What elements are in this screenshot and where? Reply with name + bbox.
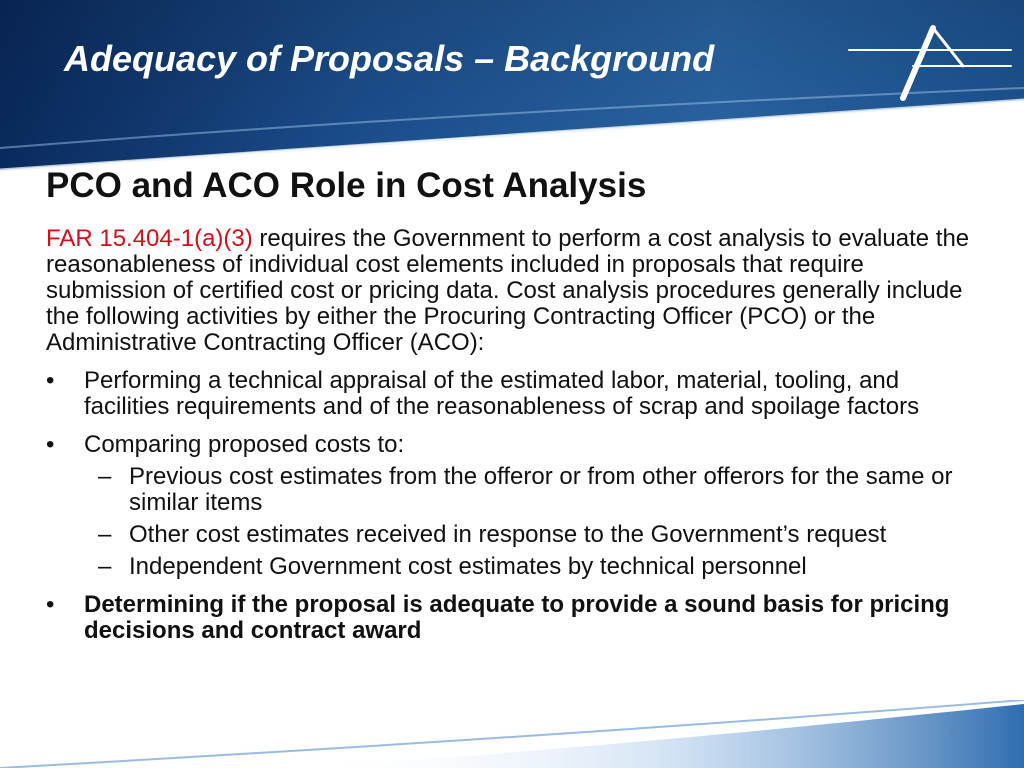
sub-list-item [84, 464, 976, 516]
slide-title: Adequacy of Proposals – Background [64, 38, 715, 79]
bullet-list [46, 368, 976, 644]
list-item [46, 368, 976, 420]
sub-bullet-text: Other cost estimates received in response to the Government’s request [129, 521, 887, 548]
list-item [46, 592, 976, 644]
list-item [46, 432, 976, 580]
far-reference: FAR 15.404-1(a)(3) [46, 225, 253, 252]
section-heading: PCO and ACO Role in Cost Analysis [46, 166, 647, 205]
star-logo-icon [845, 22, 1015, 102]
sub-list-item [84, 522, 976, 548]
intro-text: requires the Government to perform a cost analysis to evaluate the reasonableness of individual cost elements included in proposals that require submission of certified cost or pricing data. Cost analysis procedures generally include the following activities by either the Procuring Contracting Officer (PCO) or the Administrative Contracting Officer (ACO): [46, 225, 970, 356]
bullet-icon: • [46, 591, 55, 618]
bullet-text: Determining if the proposal is adequate to provide a sound basis for pricing decisions and contract award [84, 591, 950, 644]
sub-bullet-text: Previous cost estimates from the offeror or from other offerors for the same or similar items [129, 463, 953, 516]
sub-list-item [84, 554, 976, 580]
sub-bullet-list [84, 464, 976, 580]
footer-swoosh [0, 700, 1024, 768]
bullet-text: Performing a technical appraisal of the estimated labor, material, tooling, and facilities requirements and of the reasonableness of scrap and spoilage factors [84, 367, 920, 420]
dash-icon: – [98, 521, 112, 548]
sub-bullet-text: Independent Government cost estimates by technical personnel [129, 553, 807, 580]
bullet-icon: • [46, 367, 55, 394]
dash-icon: – [98, 463, 112, 490]
bullet-icon: • [46, 431, 55, 458]
intro-paragraph [46, 226, 976, 356]
slide-content [46, 166, 976, 644]
page-number: 6 [950, 724, 958, 740]
dash-icon: – [98, 553, 112, 580]
bullet-text: Comparing proposed costs to: [84, 431, 405, 458]
